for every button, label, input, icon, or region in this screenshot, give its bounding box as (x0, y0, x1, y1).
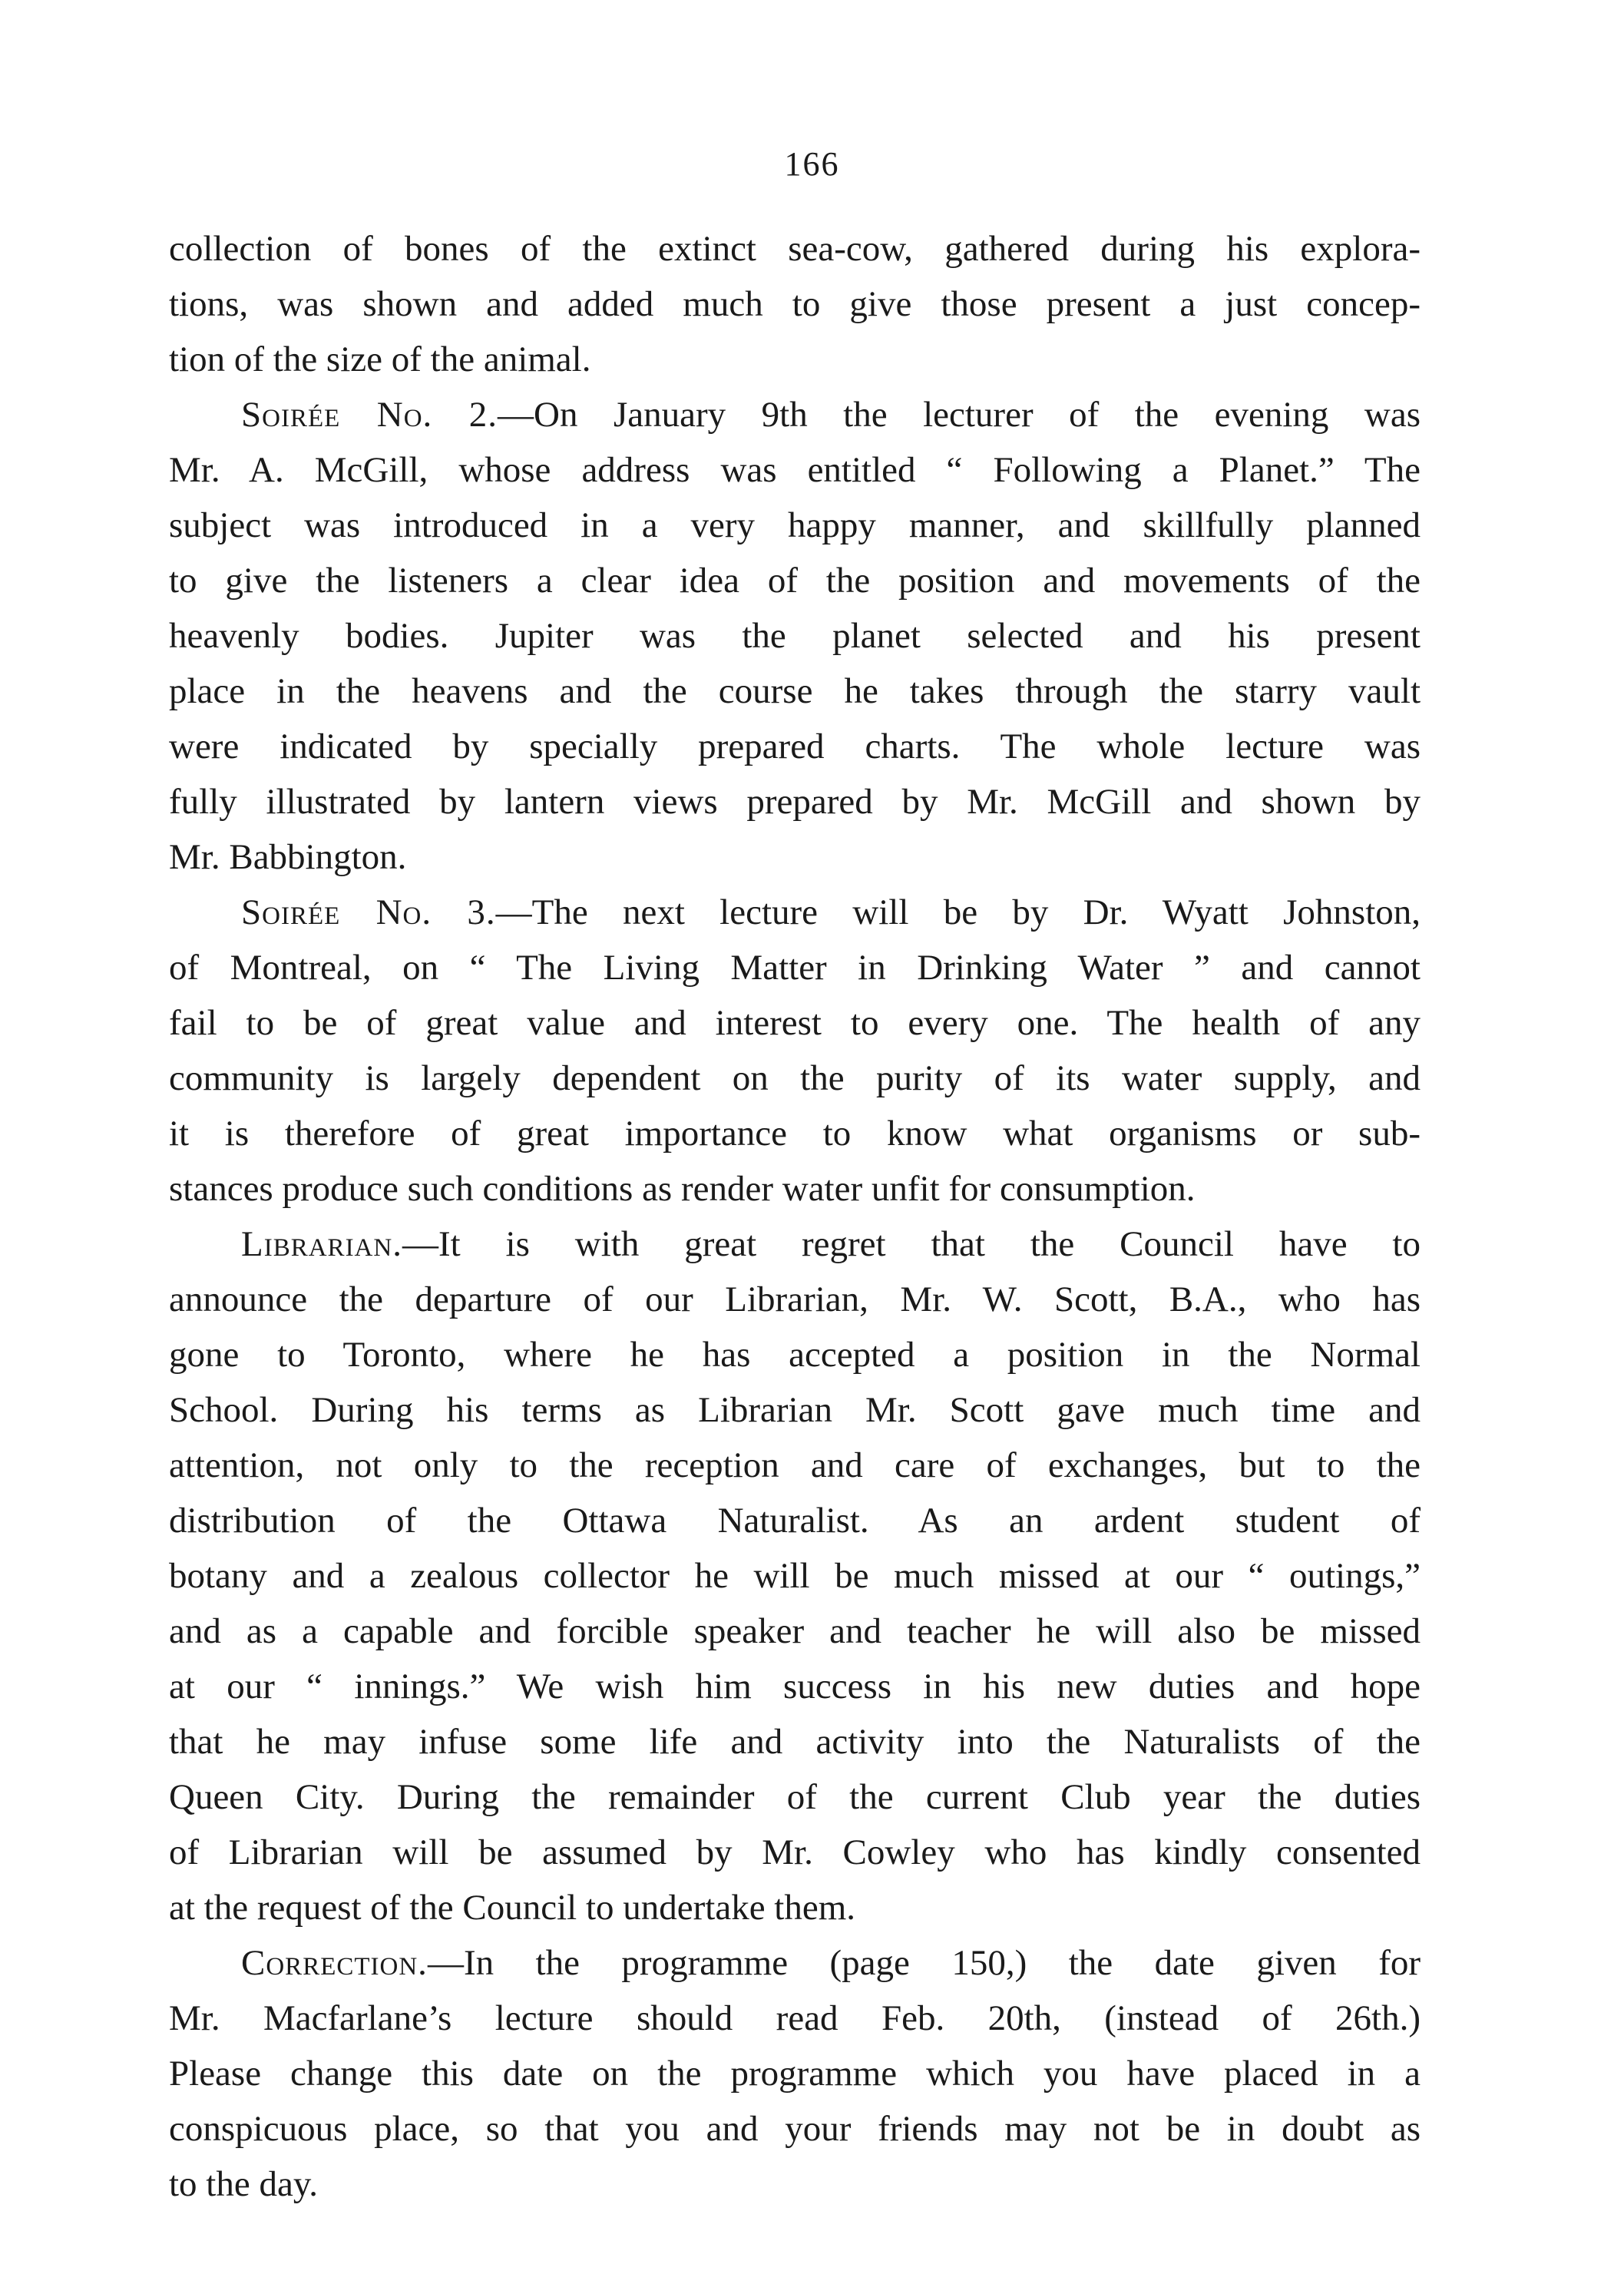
paragraph (169, 1216, 1421, 1935)
heading-line-text: —The next lecture will be by Dr. Wyatt Johnston, (495, 892, 1421, 932)
text-line (169, 1216, 1421, 1272)
heading-line-text: —It is with great regret that the Council have to (402, 1224, 1421, 1264)
text-line (169, 1935, 1421, 1991)
text-line: of Librarian will be assumed by Mr. Cowley who has kindly consented (169, 1832, 1421, 1872)
body-text (169, 221, 1421, 2212)
text-line: heavenly bodies. Jupiter was the planet selected and his present (169, 616, 1421, 656)
heading-line-text: —On January 9th the lecturer of the evening was (498, 395, 1421, 435)
page-number: 166 (784, 145, 840, 183)
text-line: conspicuous place, so that you and your friends may not be in doubt as (169, 2109, 1421, 2149)
text-line: fail to be of great value and interest to every one. The health of any (169, 1003, 1421, 1043)
text-line: Please change this date on the programme which you have placed in a (169, 2054, 1421, 2094)
text-line: to the day. (169, 2164, 319, 2204)
text-line: that he may infuse some life and activity into the Naturalists of the (169, 1722, 1421, 1762)
text-line: botany and a zealous collector he will be much missed at our “ outings,” (169, 1556, 1421, 1596)
text-line: Mr. Babbington. (169, 837, 407, 877)
paragraph (169, 387, 1421, 885)
text-line (169, 885, 1421, 940)
text-line: gone to Toronto, where he has accepted a position in the Normal (169, 1335, 1421, 1375)
text-line: subject was introduced in a very happy manner, and skillfully planned (169, 505, 1421, 545)
section-heading: Correction. (241, 1943, 428, 1983)
text-line: announce the departure of our Librarian, Mr. W. Scott, B.A., who has (169, 1279, 1421, 1319)
paragraph (169, 885, 1421, 1216)
text-line: distribution of the Ottawa Naturalist. As an ardent student of (169, 1501, 1421, 1541)
text-line: at our “ innings.” We wish him success in his new duties and hope (169, 1667, 1421, 1706)
text-line: it is therefore of great importance to know what organisms or sub- (169, 1114, 1421, 1154)
section-heading: Soirée No. 2. (241, 395, 498, 435)
text-line: were indicated by specially prepared charts. The whole lecture was (169, 727, 1421, 766)
paragraph (169, 221, 1421, 387)
section-heading: Soirée No. 3. (241, 892, 496, 932)
text-line (169, 387, 1421, 442)
heading-line-text: —In the programme (page 150,) the date given for (427, 1943, 1421, 1983)
text-line: and as a capable and forcible speaker and teacher he will also be missed (169, 1611, 1421, 1651)
text-line: tion of the size of the animal. (169, 339, 591, 379)
text-line: fully illustrated by lantern views prepared by Mr. McGill and shown by (169, 782, 1421, 822)
text-line: community is largely dependent on the purity of its water supply, and (169, 1058, 1421, 1098)
text-line: of Montreal, on “ The Living Matter in Drinking Water ” and cannot (169, 948, 1421, 988)
text-line: at the request of the Council to undertake them. (169, 1888, 856, 1928)
text-line: attention, not only to the reception and care of exchanges, but to the (169, 1445, 1421, 1485)
text-line: School. During his terms as Librarian Mr. Scott gave much time and (169, 1390, 1421, 1430)
text-line: tions, was shown and added much to give those present a just concep- (169, 284, 1421, 324)
paragraph (169, 1935, 1421, 2212)
section-heading: Librarian. (241, 1224, 402, 1264)
text-line: to give the listeners a clear idea of the position and movements of the (169, 561, 1421, 601)
text-line: collection of bones of the extinct sea-cow, gathered during his explora- (169, 229, 1421, 269)
text-line: Mr. A. McGill, whose address was entitled “ Following a Planet.” The (169, 450, 1421, 490)
text-line: stances produce such conditions as render water unfit for consumption. (169, 1169, 1196, 1209)
text-line: place in the heavens and the course he takes through the starry vault (169, 671, 1421, 711)
text-line: Queen City. During the remainder of the current Club year the duties (169, 1777, 1421, 1817)
text-line: Mr. Macfarlane’s lecture should read Feb. 20th, (instead of 26th.) (169, 1998, 1421, 2038)
